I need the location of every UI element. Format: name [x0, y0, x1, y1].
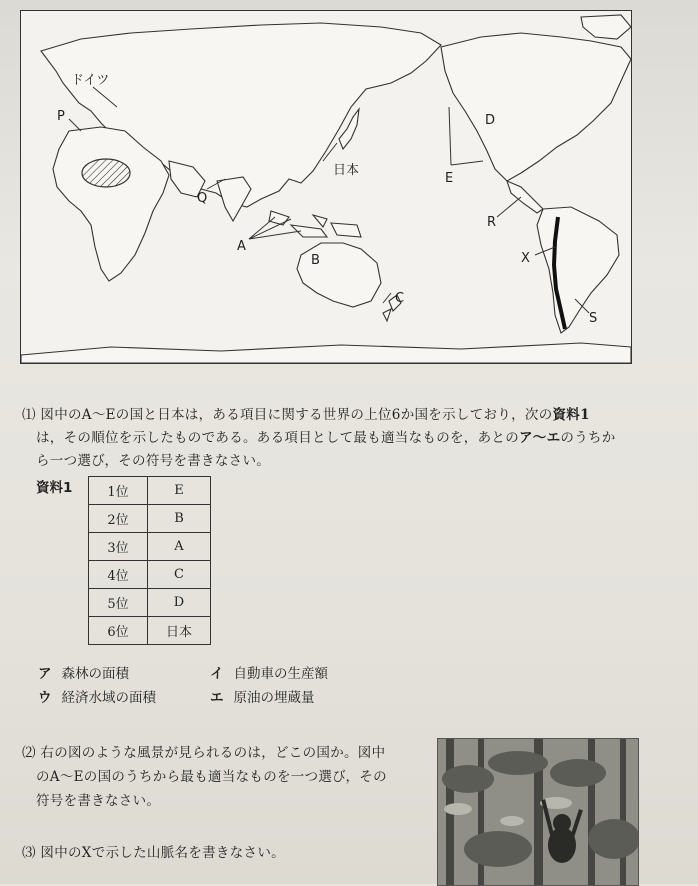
- choice-a: [38, 662, 129, 682]
- value-cell: D: [148, 589, 211, 617]
- label-B: B: [311, 253, 320, 268]
- label-P: P: [57, 109, 65, 124]
- table-row: [89, 505, 211, 533]
- pointer-R: [497, 197, 521, 217]
- choice-key: イ: [210, 666, 224, 682]
- choice-key: ア: [38, 666, 52, 682]
- q2-text-1: 右の図のような風景が見られるのは，どこの国か。図中: [40, 745, 386, 761]
- label-doitsu: ドイツ: [71, 73, 110, 88]
- india-landmass: [217, 177, 251, 221]
- q1-line1: [22, 404, 590, 426]
- pointer-P: [69, 119, 81, 131]
- table-row: [89, 477, 211, 505]
- choice-key: エ: [210, 690, 224, 706]
- q1-text-2a: は，その順位を示したものである。ある項目として最も適当なものを，あとの: [36, 430, 519, 446]
- q1-number: ⑴: [22, 407, 36, 423]
- rank-cell: 5位: [89, 589, 148, 617]
- australia-landmass: [297, 243, 381, 307]
- q3-text-1: 図中のXで示した山脈名を書きなさい。: [40, 845, 285, 861]
- choice-i: [210, 662, 328, 682]
- pointer-E2: [451, 161, 483, 165]
- central-america-landmass: [507, 181, 543, 213]
- table-row: [89, 617, 211, 645]
- q2-number: ⑵: [22, 745, 36, 761]
- label-C: C: [395, 291, 405, 306]
- reference-label: 資料1: [36, 480, 73, 496]
- q1-line2: [36, 427, 616, 449]
- rank-cell: 4位: [89, 561, 148, 589]
- q1-text-2c: のうちか: [560, 430, 616, 446]
- choice-u: [38, 686, 156, 706]
- label-D: D: [485, 113, 496, 128]
- ranking-table: [88, 476, 211, 645]
- rank-cell: 6位: [89, 617, 148, 645]
- label-Q: Q: [197, 191, 208, 206]
- rank-cell: 1位: [89, 477, 148, 505]
- choice-e: [210, 686, 315, 706]
- label-X: X: [521, 251, 530, 266]
- q1-text-2b: ア～エ: [519, 430, 561, 446]
- north-america-landmass: [441, 33, 631, 181]
- q3-number: ⑶: [22, 845, 36, 861]
- label-nihon: 日本: [333, 163, 360, 178]
- q1-text-1a: 図中のA～Eの国と日本は，ある項目に関する世界の上位6か国を示しており，次の: [40, 407, 553, 423]
- choice-text: 原油の埋蔵量: [233, 690, 315, 706]
- label-R: R: [487, 215, 497, 230]
- label-A: A: [237, 239, 246, 254]
- label-S: S: [589, 311, 598, 326]
- choice-text: 自動車の生産額: [233, 666, 328, 682]
- choice-text: 森林の面積: [61, 666, 129, 682]
- q3-line1: [22, 842, 285, 864]
- rank-cell: 2位: [89, 505, 148, 533]
- antarctica-landmass: [21, 343, 631, 363]
- table-row: [89, 589, 211, 617]
- rank-cell: 3位: [89, 533, 148, 561]
- table-row: [89, 561, 211, 589]
- q2-line1: [22, 742, 385, 764]
- q2-line2: のA～Eの国のうちから最も適当なものを一つ選び，その: [36, 769, 387, 785]
- q1-line3: ら一つ選び，その符号を書きなさい。: [36, 453, 271, 469]
- value-cell: C: [148, 561, 211, 589]
- choice-text: 経済水域の面積: [61, 690, 156, 706]
- value-cell: 日本: [148, 617, 211, 645]
- world-map: [20, 10, 632, 364]
- value-cell: A: [148, 533, 211, 561]
- south-america-landmass: [537, 207, 619, 333]
- value-cell: E: [148, 477, 211, 505]
- pointer-E1: [449, 107, 451, 165]
- hatched-region: [82, 159, 130, 187]
- choice-key: ウ: [38, 690, 52, 706]
- value-cell: B: [148, 505, 211, 533]
- q2-line3: 符号を書きなさい。: [36, 793, 161, 809]
- label-E: E: [445, 171, 454, 186]
- map-drawing: [21, 11, 631, 363]
- rainforest-illustration: [438, 739, 638, 885]
- greenland-landmass: [581, 15, 631, 39]
- table-row: [89, 533, 211, 561]
- q1-text-1b: 資料1: [552, 407, 590, 423]
- indonesia-islands: [269, 211, 361, 237]
- rainforest-photo: [437, 738, 639, 886]
